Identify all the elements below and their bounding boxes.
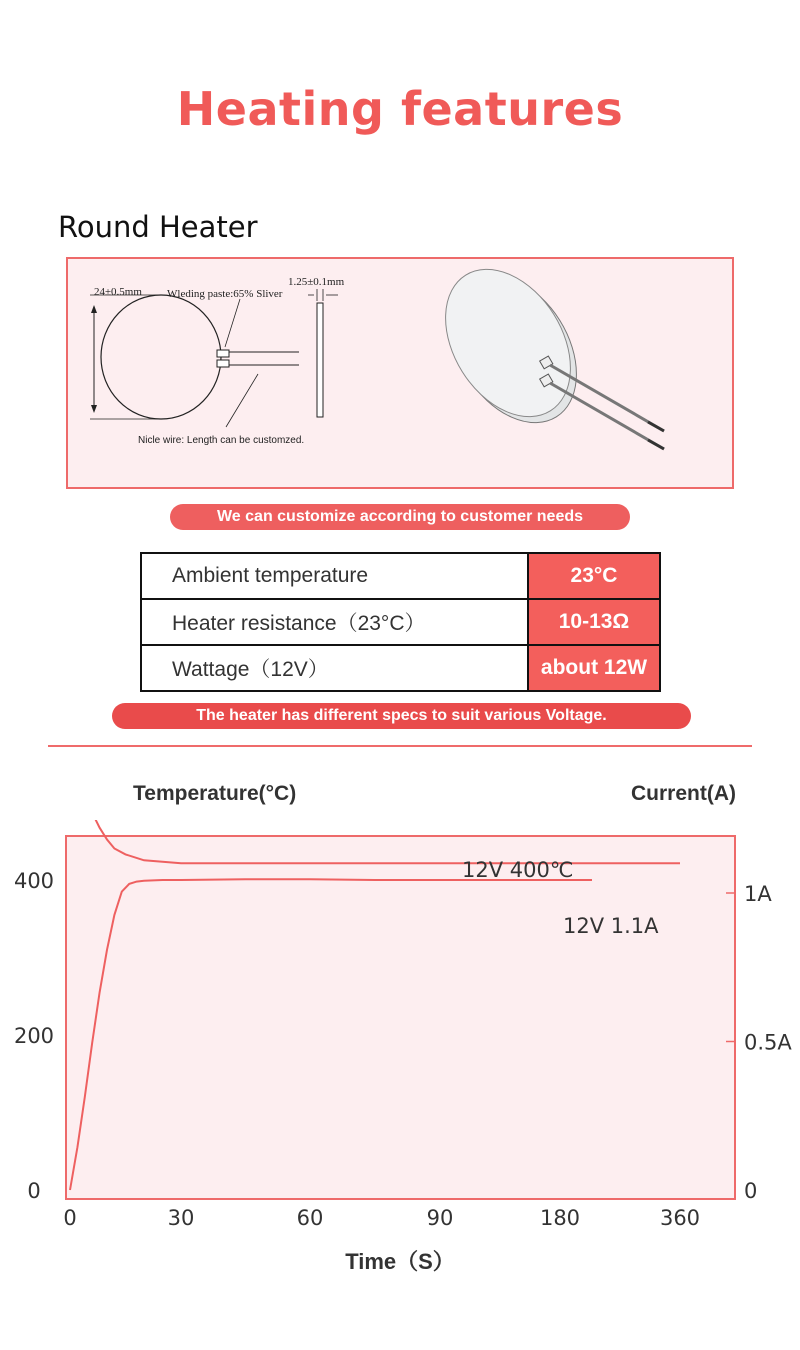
section-title: Round Heater — [58, 210, 258, 244]
page-title: Heating features — [176, 82, 624, 136]
x-tick-label: 360 — [659, 1206, 701, 1230]
heating-chart — [0, 820, 800, 1240]
spec-label: Heater resistance（23°C） — [141, 599, 528, 645]
plot-area — [66, 836, 735, 1199]
x-tick-label: 60 — [296, 1206, 324, 1230]
table-row — [141, 645, 660, 691]
spec-value: about 12W — [528, 645, 660, 691]
section-divider — [48, 745, 752, 747]
y-right-tick-label: 0.5A — [744, 1030, 792, 1055]
voltage-note-badge: The heater has different specs to suit various Voltage. — [112, 703, 691, 729]
y-left-tick-label: 400 — [13, 869, 55, 893]
specs-table — [140, 552, 661, 692]
spec-value: 10-13Ω — [528, 599, 660, 645]
heater-diagram-panel — [66, 257, 734, 489]
x-axis-title: Time（S） — [345, 1249, 455, 1274]
heater-3d-view — [420, 259, 664, 449]
y-left-axis-title: Temperature(°C) — [133, 782, 297, 805]
y-right-axis-title: Current(A) — [631, 782, 736, 805]
x-tick-label: 30 — [167, 1206, 195, 1230]
diameter-label: 24±0.5mm — [94, 286, 142, 298]
thickness-label: 1.25±0.1mm — [288, 276, 345, 288]
x-tick-label: 90 — [426, 1206, 454, 1230]
y-left-tick-label: 0 — [27, 1179, 41, 1203]
table-row — [141, 599, 660, 645]
y-left-tick-label: 200 — [13, 1024, 55, 1048]
y-right-tick-label: 1A — [744, 882, 772, 906]
spec-label: Ambient temperature — [141, 553, 528, 599]
spec-label: Wattage（12V） — [141, 645, 528, 691]
spec-value: 23°C — [528, 553, 660, 599]
heater-drawing — [68, 259, 732, 487]
current-series-label: 12V 1.1A — [563, 914, 659, 938]
x-tick-label: 180 — [539, 1206, 581, 1230]
wire-label: Nicle wire: Length can be customzed. — [138, 435, 305, 446]
paste-label: Wleding paste:65% Sliver — [167, 288, 283, 300]
customize-note-badge: We can customize according to customer needs — [170, 504, 630, 530]
temperature-series-label: 12V 400℃ — [462, 858, 574, 882]
x-tick-label: 0 — [63, 1206, 77, 1230]
y-right-tick-label: 0 — [744, 1179, 758, 1203]
table-row — [141, 553, 660, 599]
